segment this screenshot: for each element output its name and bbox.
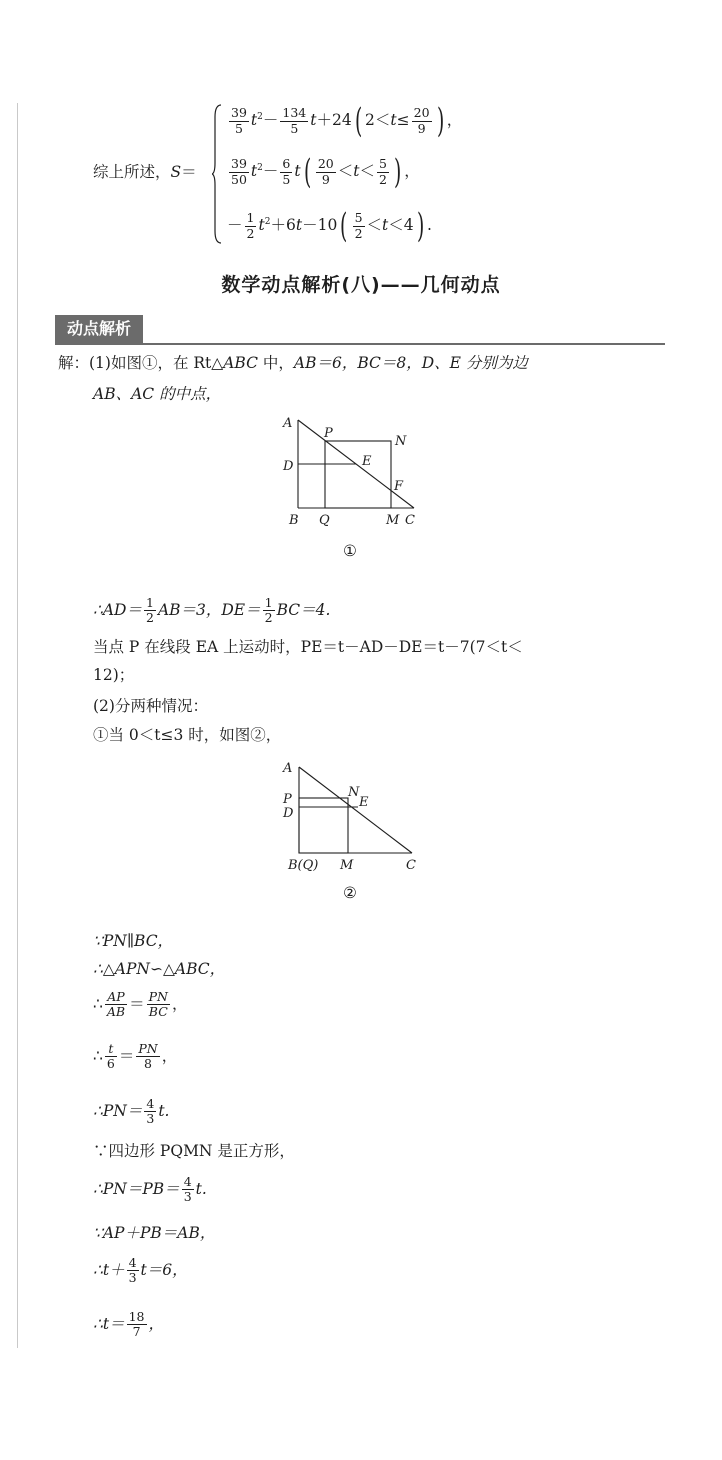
figure-2-caption: ② — [343, 884, 357, 902]
proof-line-7: ∴PN＝PB＝ $\frac{4}{3}$ t. — [93, 1174, 207, 1205]
fig2-label-c: C — [406, 858, 416, 873]
fig1-label-e: E — [362, 454, 372, 469]
proof-line-5: ∴PN＝ $\frac{4}{3}$ t. — [93, 1096, 170, 1127]
fig1-square-pqmn — [325, 441, 391, 508]
fig2-label-n: N — [348, 785, 360, 800]
section-tag-rule — [55, 343, 665, 345]
piece-2: $\frac{39}{50}$ $t^2-$ $\frac{6}{5}$ t( $\frac{20}{9}$ ＜t＜ $\frac{5}{2}$ ) ， — [231, 152, 420, 192]
fig1-label-m: M — [386, 513, 400, 528]
intro-line-1: 解：(1)如图①，在 Rt△ABC 中，AB＝6，BC＝8，D、E 分别为边 — [58, 354, 528, 372]
step2-continuation: 12)； — [93, 666, 135, 684]
step1-line: ∴AD＝ $\frac{1}{2}$ AB＝3，DE＝ $\frac{1}{2}$ BC＝4. — [93, 595, 331, 626]
fig1-label-d: D — [283, 459, 294, 474]
proof-line-9: ∴t＋ $\frac{4}{3}$ t＝6， — [93, 1255, 188, 1286]
summary-label: 综上所述， — [93, 163, 171, 181]
part2-title: (2)分两种情况： — [93, 697, 208, 715]
fig1-label-b: B — [289, 513, 299, 528]
proof-line-10: ∴t＝ $\frac{18}{7}$ ， — [93, 1309, 165, 1340]
piece-1: $\frac{39}{5}$ $t^2-$ $\frac{134}{5}$ t＋24( 2＜t≤ $\frac{20}{9}$ ) ， — [231, 101, 463, 141]
proof-line-6: ∵四边形 PQMN 是正方形， — [93, 1142, 295, 1160]
figure-2 — [272, 755, 432, 873]
section-tag: 动点解析 — [55, 315, 143, 343]
fig1-label-a: A — [283, 416, 293, 431]
fig2-label-bq: B(Q) — [288, 858, 319, 873]
fig2-square-pqmn — [299, 798, 348, 853]
fig2-label-m: M — [340, 858, 354, 873]
case1-line: ①当 0＜t≤3 时，如图②， — [93, 726, 282, 744]
piece-3: － $\frac{1}{2}$ $t^2+6t-10$( $\frac{5}{2}$ ＜t＜4) . — [227, 206, 432, 246]
fig2-label-a: A — [283, 761, 293, 776]
summary-eq: ＝ — [181, 163, 197, 181]
proof-line-4: ∴ $\frac{t}{6}$ ＝ $\frac{PN}{8}$ ， — [93, 1041, 178, 1072]
intro-line-2: AB、AC 的中点， — [93, 385, 222, 403]
summary-label-line — [93, 165, 197, 181]
fig2-label-e: E — [359, 795, 369, 810]
proof-line-1: ∵PN∥BC， — [93, 932, 174, 950]
figure-1-caption: ① — [343, 542, 357, 560]
proof-line-8: ∵AP＋PB＝AB， — [93, 1224, 216, 1242]
fig1-label-q: Q — [319, 513, 330, 528]
proof-line-2: ∴△APN∽△ABC， — [93, 960, 226, 978]
proof-line-3: ∴ $\frac{AP}{AB}$ ＝ $\frac{PN}{BC}$ ， — [93, 989, 188, 1020]
fig1-label-f: F — [394, 479, 404, 494]
section-heading: 数学动点解析(八)——几何动点 — [221, 274, 501, 296]
fig2-hypotenuse — [299, 767, 412, 853]
fig2-label-d: D — [283, 806, 294, 821]
piecewise-brace — [212, 103, 222, 245]
step2-line: 当点 P 在线段 EA 上运动时，PE＝t－AD－DE＝t－7(7＜t＜ — [93, 638, 523, 656]
summary-var: S — [170, 163, 182, 181]
fig1-label-p: P — [324, 426, 333, 441]
fig2-label-p: P — [283, 792, 292, 807]
fig1-label-n: N — [395, 434, 407, 449]
figure-1 — [270, 412, 430, 532]
fig1-label-c: C — [405, 513, 415, 528]
